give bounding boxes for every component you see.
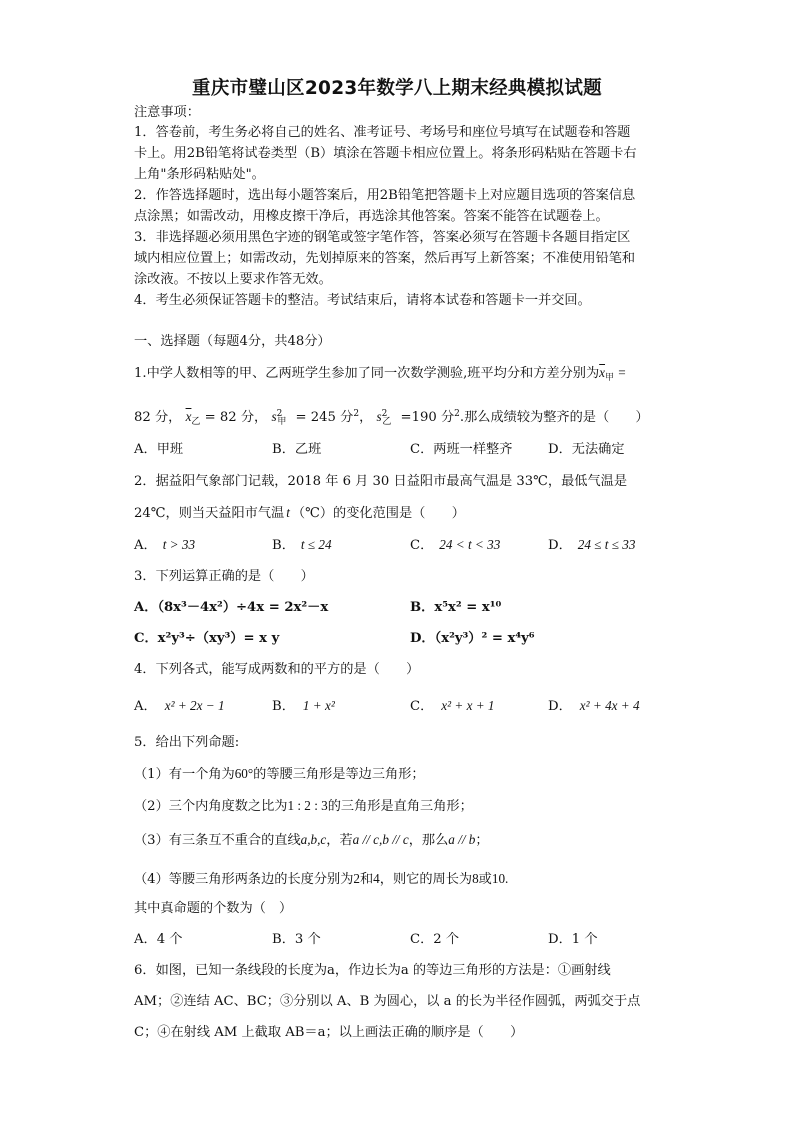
notice-line: 1．答卷前，考生务必将自己的姓名、准考证号、考场号和座位号填写在试题卷和答题	[134, 125, 631, 140]
q1-option-c: C．两班一样整齐	[410, 442, 513, 457]
q5-option-a: A．4 个	[134, 932, 183, 947]
q4-option-b: B． 1 + x²	[272, 698, 335, 714]
q1-option-a: A．甲班	[134, 442, 184, 457]
q1-stem-line1: 1.中学人数相等的甲、乙两班学生参加了同一次数学测验,班平均分和方差分别为$\overline{x}_甲$ =	[134, 365, 626, 383]
q2-option-c: C． 24 < t < 33	[410, 537, 501, 553]
q5-proposition-1: （1）有一个角为60°的等腰三角形是等边三角形；	[134, 766, 425, 782]
notice-line: 上角"条形码粘贴处"。	[134, 167, 265, 182]
q3-option-d: D．（x²y³）² = x⁴y⁶	[410, 631, 535, 646]
q2-stem-line1: 2．据益阳气象部门记载，2018 年 6 月 30 日益阳市最高气温是 33℃，最低气温是	[134, 474, 628, 489]
q2-option-b: B． t ≤ 24	[272, 537, 332, 553]
q1-stem-line2: 82 分， $\overline{x}_乙 = 82$ 分， $s^2_甲 = 245$ 分$^2$， $s^2_乙 =190$ 分$^2$.那么成绩较为整齐的是（ ）	[134, 408, 649, 427]
q4-option-d: D． x² + 4x + 4	[548, 698, 640, 714]
q1-option-d: D．无法确定	[548, 442, 625, 457]
q6-stem-line3: C；④在射线 AM 上截取 AB＝a；以上画法正确的顺序是（ ）	[134, 1025, 524, 1040]
notice-line: 2．作答选择题时，选出每小题答案后，用2B铅笔把答题卡上对应题目选项的答案信息	[134, 188, 636, 203]
q3-stem: 3．下列运算正确的是（ ）	[134, 569, 314, 584]
q5-question: 其中真命题的个数为（ ）	[134, 901, 293, 916]
q5-proposition-2: （2）三个内角度数之比为1 : 2 : 3的三角形是直角三角形；	[134, 798, 473, 814]
q2-option-d: D． 24 ≤ t ≤ 33	[548, 537, 636, 553]
q5-option-d: D．1 个	[548, 932, 598, 947]
notice-line: 点涂黑；如需改动，用橡皮擦干净后，再选涂其他答案。答案不能答在试题卷上。	[134, 209, 609, 224]
q4-option-a: A． x² + 2x − 1	[134, 698, 225, 714]
q3-option-a: A．（8x³－4x²）÷4x = 2x²－x	[134, 600, 329, 615]
notice-line: 域内相应位置上；如需改动，先划掉原来的答案，然后再写上新答案；不准使用铅笔和	[134, 251, 636, 266]
notice-line: 4．考生必须保证答题卡的整洁。考试结束后，请将本试卷和答题卡一并交回。	[134, 293, 591, 308]
q5-proposition-3: （3）有三条互不重合的直线a,b,c，若a // c,b // c，那么a // b；	[134, 832, 489, 848]
q3-option-b: B．x⁵x² = x¹⁰	[410, 600, 502, 615]
q5-option-b: B．3 个	[272, 932, 321, 947]
q1-option-b: B．乙班	[272, 442, 322, 457]
q6-stem-line2: AM；②连结 AC、BC；③分别以 A、B 为圆心，以 a 的长为半径作圆弧，两弧交于点	[134, 994, 641, 1009]
notice-line: 卡上。用2B铅笔将试卷类型（B）填涂在答题卡相应位置上。将条形码粘贴在答题卡右	[134, 146, 637, 161]
q4-option-c: C． x² + x + 1	[410, 698, 495, 714]
notice-heading: 注意事项：	[134, 105, 200, 120]
q5-stem: 5．给出下列命题:	[134, 735, 240, 750]
q4-stem: 4．下列各式，能写成两数和的平方的是（ ）	[134, 662, 420, 677]
q3-option-c: C．x²y³÷（xy³）= x y	[134, 631, 280, 646]
section-heading: 一、选择题（每题4分，共48分）	[134, 334, 331, 349]
notice-line: 3．非选择题必须用黑色字迹的钢笔或签字笔作答，答案必须写在答题卡各题目指定区	[134, 230, 631, 245]
q5-option-c: C．2 个	[410, 932, 460, 947]
page-title: 重庆市璧山区2023年数学八上期末经典模拟试题	[192, 78, 602, 99]
q2-option-a: A． t > 33	[134, 537, 196, 553]
q2-stem-line2: 24℃，则当天益阳市气温 t （℃）的变化范围是（ ）	[134, 505, 465, 521]
q6-stem-line1: 6．如图，已知一条线段的长度为a，作边长为a 的等边三角形的方法是：①画射线	[134, 963, 611, 978]
q5-proposition-4: （4）等腰三角形两条边的长度分别为2和4，则它的周长为8或10.	[134, 871, 509, 887]
notice-line: 涂改液。不按以上要求作答无效。	[134, 272, 332, 287]
